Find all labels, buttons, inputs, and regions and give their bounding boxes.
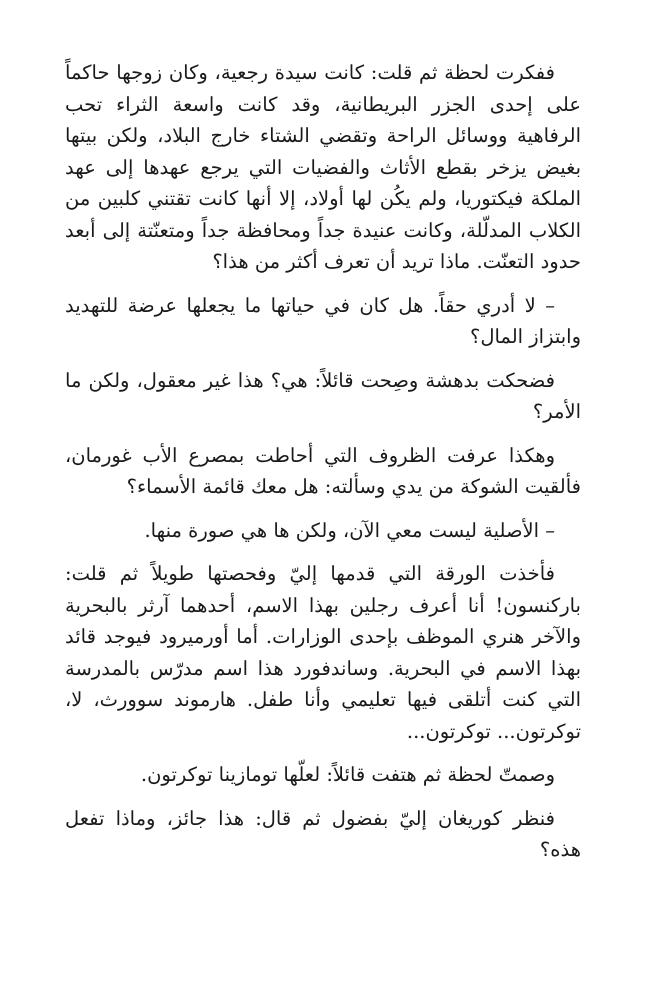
page-text [65, 57, 581, 866]
paragraph-1: ففكرت لحظة ثم قلت: كانت سيدة رجعية، وكان زوجها حاكماً على إحدى الجزر البريطانية، وقد كانت واسعة الثراء تحب الرفاهية ووسائل الراحة وتقضي الشتاء خارج البلاد، ولكن بيتها بغيض يزخر بقطع الأثاث والفضيات التي يرجع عهدها إلى عهد الملكة فيكتوريا، ولم يكُن لها أولاد، إلا أنها كانت تقتني كلبين من الكلاب المدلّلة، وكانت عنيدة جداً ومحافظة جداً ومتعنّتة إلى أبعد حدود التعنّت. ماذا تريد أن تعرف أكثر من هذا؟ [65, 61, 581, 273]
paragraph-5: – الأصلية ليست معي الآن، ولكن ها هي صورة منها. [144, 518, 555, 542]
paragraph-8: فنظر كوريغان إليّ بفضول ثم قال: هذا جائز، وماذا تفعل هذه؟ [65, 806, 581, 861]
paragraph-4: وهكذا عرفت الظروف التي أحاطت بمصرع الأب غورمان، فألقيت الشوكة من يدي وسألته: هل معك قائمة الأسماء؟ [65, 443, 581, 498]
paragraph-7: وصمتّ لحظة ثم هتفت قائلاً: لعلّها تومازينا توكرتون. [140, 763, 555, 786]
paragraph-3: فضحكت بدهشة وصِحت قائلاً: هي؟ هذا غير معقول، ولكن ما الأمر؟ [65, 368, 581, 423]
paragraph-2: – لا أدري حقاً. هل كان في حياتها ما يجعلها عرضة للتهديد وابتزاز المال؟ [65, 293, 581, 348]
paragraph-6: فأخذت الورقة التي قدمها إليّ وفحصتها طويلاً ثم قلت: باركنسون! أنا أعرف رجلين بهذا الاسم، أحدهما آرثر بالبحرية والآخر هنري الموظف بإحدى الوزارات. أما أورميرود فيوجد قائد بهذا الاسم في البحرية. وساندفورد هذا اسم مدرّس بالمدرسة التي كنت أتلقى فيها تعليمي وأنا طفل. هارموند سوورث، لا، توكرتون... توكرتون... [65, 562, 581, 743]
